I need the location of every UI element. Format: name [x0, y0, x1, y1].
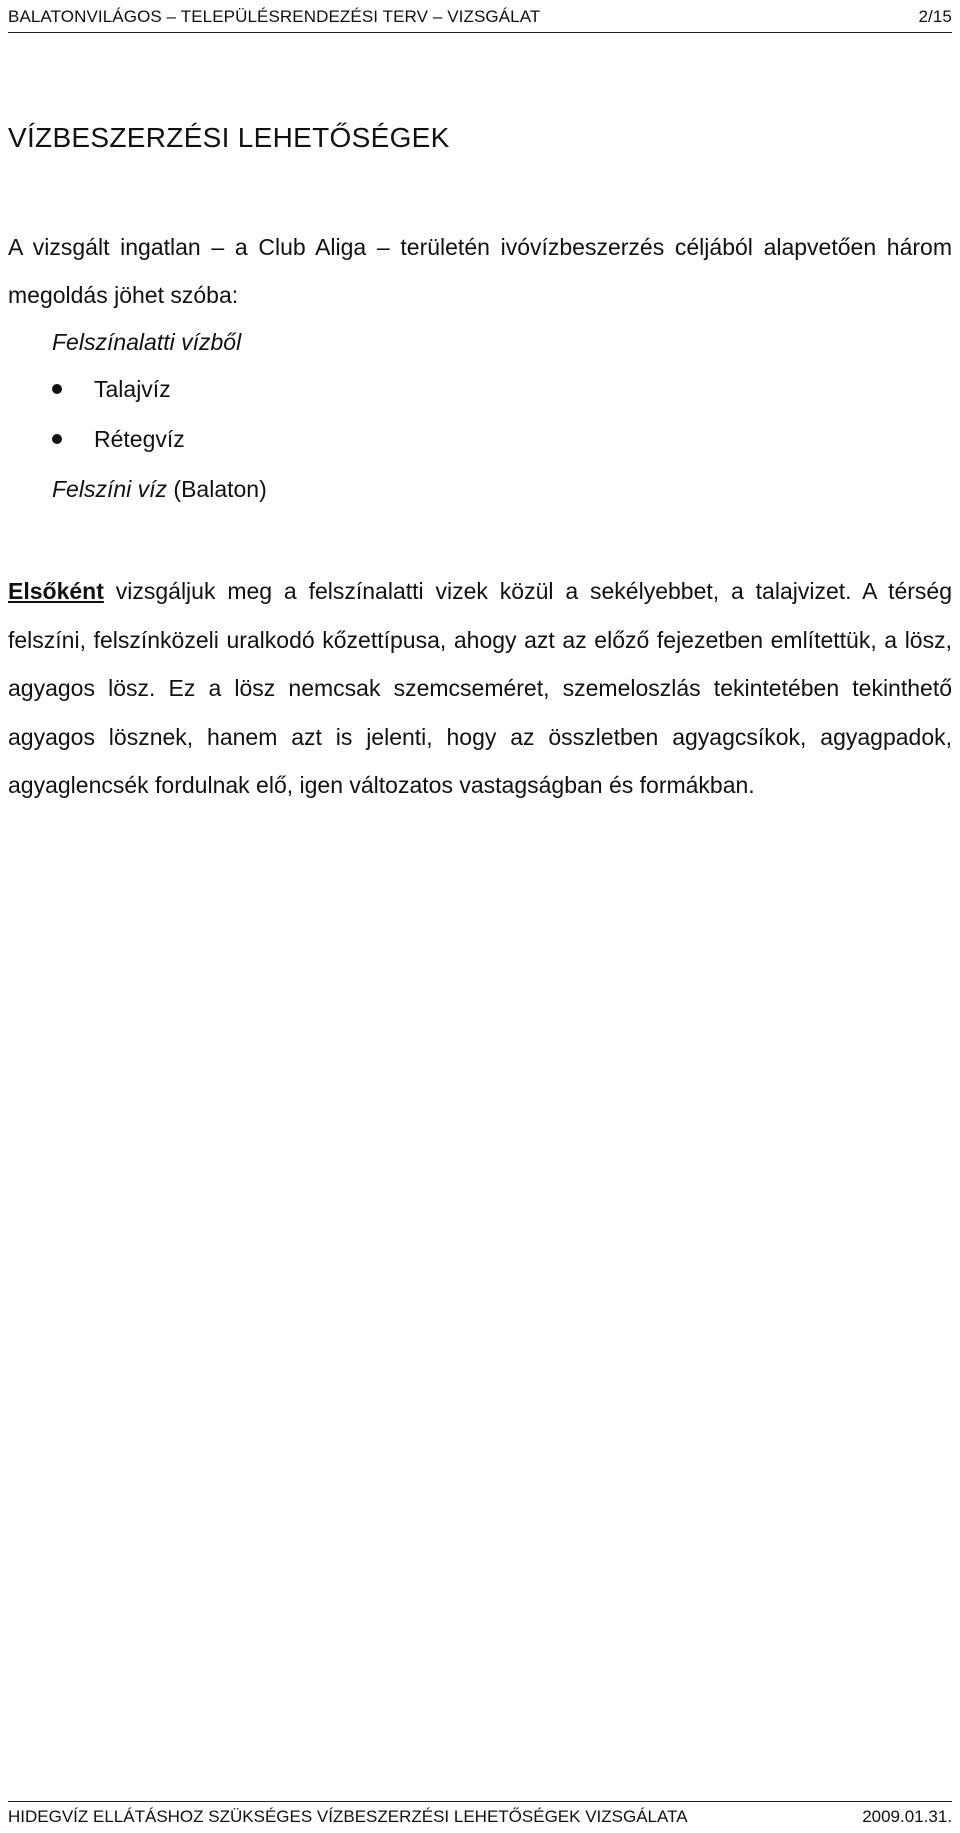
- list-item-label: Talajvíz: [94, 376, 171, 402]
- page-header: [8, 2, 952, 33]
- footer-date: 2009.01.31.: [862, 1807, 952, 1826]
- page-number: 2/15: [918, 7, 952, 26]
- list-item: [52, 365, 171, 413]
- surface-water-label: Felszíni víz: [52, 476, 168, 502]
- list-item-label: Rétegvíz: [94, 426, 185, 452]
- footer-title: HIDEGVÍZ ELLÁTÁSHOZ SZÜKSÉGES VÍZBESZERZÉSI LEHETŐSÉGEK VIZSGÁLATA: [8, 1807, 688, 1826]
- intro-paragraph: A vizsgált ingatlan – a Club Aliga – területén ivóvízbeszerzés céljából alapvetően három megoldás jöhet szóba:: [8, 234, 952, 308]
- bullet-icon: [52, 384, 62, 394]
- body-paragraph: [8, 567, 952, 810]
- lead-word: Elsőként: [8, 578, 104, 604]
- list-item: [52, 415, 185, 463]
- bullet-icon: [52, 434, 62, 444]
- surface-water-note: (Balaton): [173, 476, 267, 502]
- section-heading: VÍZBESZERZÉSI LEHETŐSÉGEK: [8, 122, 450, 153]
- body-text: vizsgáljuk meg a felszínalatti vizek közül a sekélyebbet, a talajvizet. A térség felszíni, felszínközeli uralkodó kőzettípusa, ahogy azt az előző fejezetben említettük, a lösz, agyagos lösz. Ez a lösz nemcsak szemcseméret, szemeloszlás tekintetében tekinthető agyagos lösznek, hanem azt is jelenti, hogy az összletben agyagcsíkok, agyagpadok, agyaglencsék fordulnak elő, igen változatos vastagságban és formákban.: [8, 578, 952, 798]
- header-title: BALATONVILÁGOS – TELEPÜLÉSRENDEZÉSI TERV – VIZSGÁLAT: [8, 7, 541, 26]
- underground-water-label: Felszínalatti vízből: [52, 329, 242, 355]
- surface-water-line: [52, 465, 267, 513]
- page-footer: [8, 1801, 952, 1832]
